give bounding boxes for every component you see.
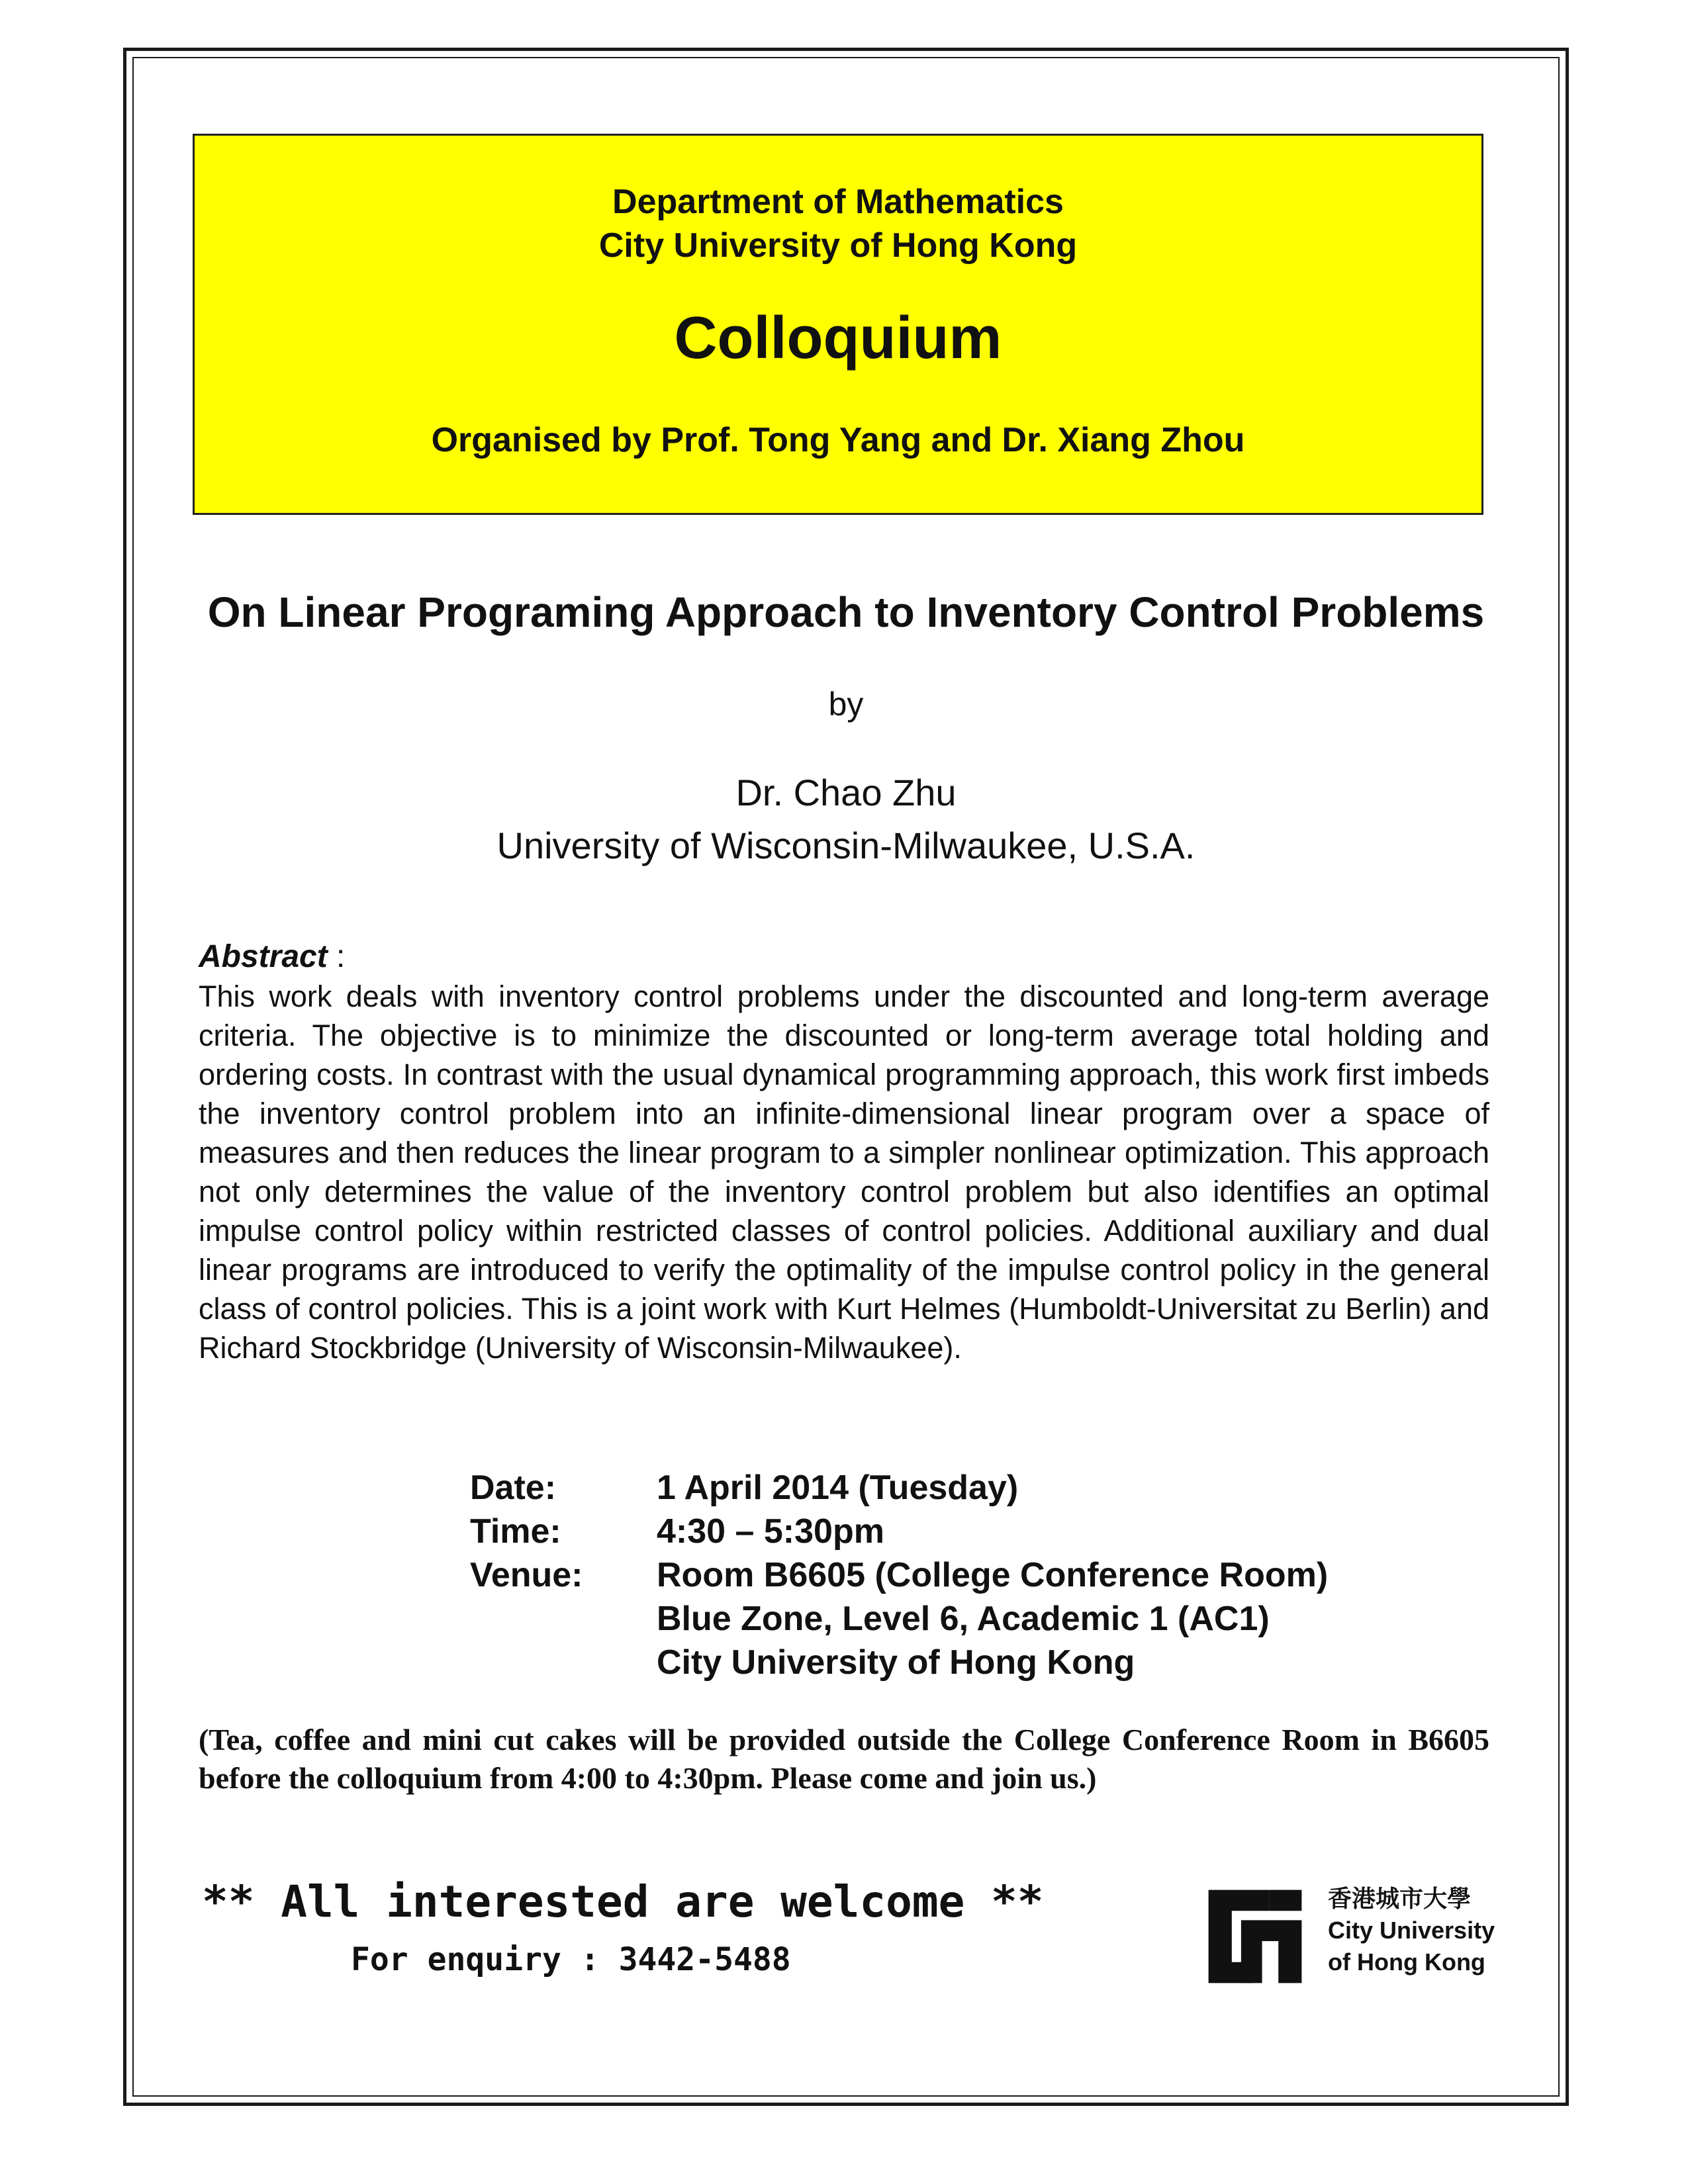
by-label: by: [828, 686, 864, 723]
logo-text-line-1: City University: [1328, 1917, 1495, 1944]
speaker-name: Dr. Chao Zhu: [735, 772, 957, 813]
abstract-colon: :: [327, 939, 346, 974]
cityu-logo-icon: [1197, 1878, 1313, 1995]
abstract-label: Abstract: [199, 939, 328, 974]
time-row: [470, 1510, 1328, 1553]
enquiry-line: For enquiry : 3442-5488: [351, 1941, 791, 1978]
time-label: Time:: [470, 1512, 561, 1551]
welcome-message: ** All interested are welcome **: [202, 1876, 1044, 1927]
abstract-heading: [199, 938, 345, 975]
refreshments-note: (Tea, coffee and mini cut cakes will be provided outside the College Conference Room in B6605 before the colloquium from 4:00 to 4:30pm. Please come and join us.): [199, 1723, 1489, 1795]
venue-line-1: Room B6605 (College Conference Room): [657, 1556, 1329, 1594]
series-title: Colloquium: [674, 305, 1002, 371]
logo-chinese-text: 香港城市大學: [1328, 1885, 1472, 1912]
venue-row-3: [470, 1641, 1328, 1684]
university-name: City University of Hong Kong: [598, 226, 1078, 265]
abstract-text: This work deals with inventory control problems under the discounted and long-term average criteria. The objective is to minimize the discounted or long-term average total holding and ordering costs. In contrast with the usual dynamical programming approach, this work first imbeds the inventory control problem into an infinite-dimensional linear program over a space of measures and then reduces the linear program to a simpler nonlinear optimization. This approach not only determines the value of the inventory control problem but also identifies an optimal impulse control policy within restricted classes of control policies. Additional auxiliary and dual linear programs are introduced to verify the optimality of the impulse control policy in the general class of control policies. This is a joint work with Kurt Helmes (Humboldt-Universitat zu Berlin) and Richard Stockbridge (University of Wisconsin-Milwaukee).: [199, 979, 1489, 1365]
speaker-affiliation: University of Wisconsin-Milwaukee, U.S.A.: [496, 825, 1196, 866]
logo-wordmark: [1328, 1883, 1495, 1978]
venue-line-3: City University of Hong Kong: [657, 1643, 1135, 1682]
organisers: Organised by Prof. Tong Yang and Dr. Xiang Zhou: [431, 421, 1245, 459]
talk-title: On Linear Programing Approach to Inventory Control Problems: [207, 588, 1485, 636]
venue-row-2: [470, 1597, 1328, 1641]
venue-line-2: Blue Zone, Level 6, Academic 1 (AC1): [657, 1600, 1270, 1638]
header-banner: [193, 134, 1483, 515]
venue-row: [470, 1553, 1328, 1597]
logo-text-line-2: of Hong Kong: [1328, 1948, 1485, 1976]
venue-label: Venue:: [470, 1556, 583, 1594]
time-value: 4:30 – 5:30pm: [657, 1512, 884, 1551]
event-details: [470, 1466, 1328, 1684]
date-row: [470, 1466, 1328, 1510]
date-label: Date:: [470, 1469, 557, 1507]
department-name: Department of Mathematics: [612, 183, 1064, 221]
date-value: 1 April 2014 (Tuesday): [657, 1469, 1019, 1507]
